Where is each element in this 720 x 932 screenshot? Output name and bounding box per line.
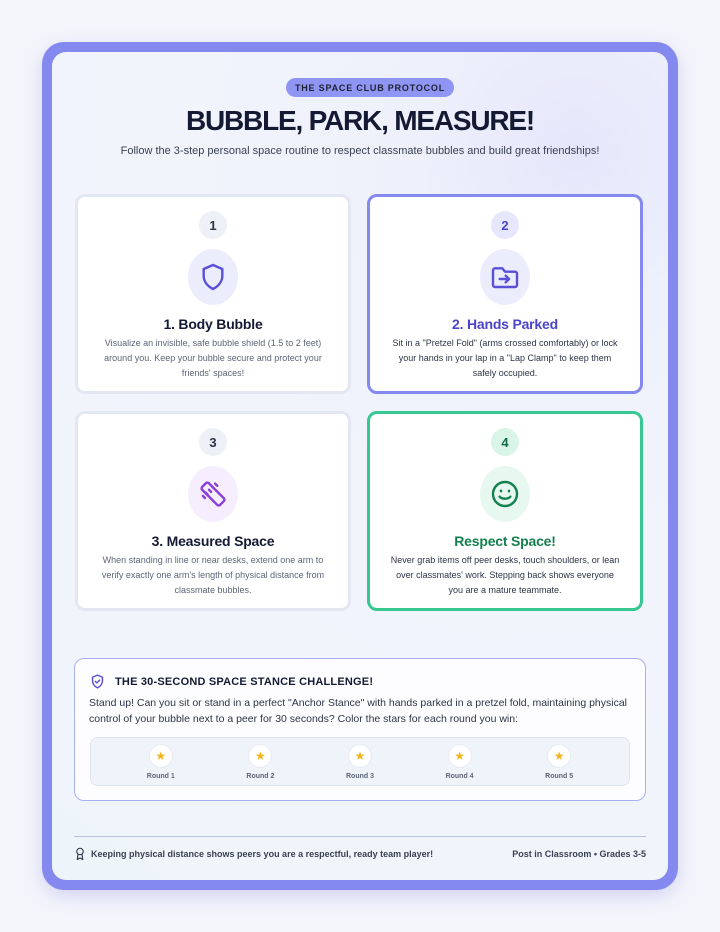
protocol-badge: THE SPACE CLUB PROTOCOL — [286, 78, 454, 97]
star-icon[interactable]: ★ — [348, 744, 372, 768]
star-icon[interactable]: ★ — [547, 744, 571, 768]
round-item[interactable] — [425, 744, 495, 780]
poster-frame — [42, 42, 678, 890]
page-subtitle: Follow the 3-step personal space routine to respect classmate bubbles and build great friendships! — [120, 145, 600, 157]
round-label: Round 2 — [246, 772, 275, 780]
ruler-icon — [188, 466, 238, 522]
star-icon[interactable]: ★ — [448, 744, 472, 768]
challenge-text: Stand up! Can you sit or stand in a perfect "Anchor Stance" with hands parked in a pretzel fold, maintaining physical control of your bubble next to a peer for 30 seconds? Color the stars for each round you win: — [89, 697, 628, 725]
round-label: Round 1 — [146, 772, 175, 780]
step-description: Sit in a "Pretzel Fold" (arms crossed comfortably) or lock your hands in your lap in a "Lap Clamp" to keep them safely occupied. — [392, 338, 618, 378]
round-item[interactable] — [325, 744, 395, 780]
step-number: 3 — [199, 428, 227, 456]
step-number: 2 — [491, 211, 519, 239]
round-label: Round 4 — [445, 772, 474, 780]
poster-sheet — [52, 52, 668, 880]
step-title: 3. Measured Space — [151, 533, 275, 549]
round-item[interactable] — [126, 744, 196, 780]
step-title: Respect Space! — [454, 533, 556, 549]
step-number: 4 — [491, 428, 519, 456]
step-card-measured-space — [75, 411, 351, 611]
step-title: 2. Hands Parked — [452, 316, 558, 332]
footer-left-text: Keeping physical distance shows peers you are a respectful, ready team player! — [91, 849, 434, 859]
round-item[interactable] — [524, 744, 594, 780]
step-title: 1. Body Bubble — [163, 316, 263, 332]
star-icon[interactable]: ★ — [248, 744, 272, 768]
step-card-respect-space — [367, 411, 643, 611]
shield-icon — [89, 673, 106, 690]
step-number: 1 — [199, 211, 227, 239]
folder-input-icon — [480, 249, 530, 305]
challenge-panel — [74, 658, 646, 801]
round-label: Round 3 — [345, 772, 374, 780]
round-item[interactable] — [225, 744, 295, 780]
step-card-body-bubble — [75, 194, 351, 394]
round-tracker — [90, 737, 630, 786]
step-description: Never grab items off peer desks, touch shoulders, or lean over classmates' work. Stepping back shows everyone you are a mature teammate. — [390, 555, 620, 595]
page-title: BUBBLE, PARK, MEASURE! — [186, 105, 534, 136]
footer-note — [74, 847, 433, 861]
award-icon — [74, 847, 86, 861]
step-description: Visualize an invisible, safe bubble shield (1.5 to 2 feet) around you. Keep your bubble secure and protect your friends' spaces! — [104, 338, 322, 378]
shield-icon — [188, 249, 238, 305]
step-card-hands-parked — [367, 194, 643, 394]
footer-right-text: Post in Classroom • Grades 3-5 — [512, 849, 646, 859]
challenge-header — [89, 673, 373, 690]
challenge-title: THE 30-SECOND SPACE STANCE CHALLENGE! — [115, 675, 374, 688]
step-description: When standing in line or near desks, extend one arm to verify exactly one arm's length of physical distance from classmate bubbles. — [101, 555, 325, 595]
footer-divider — [74, 836, 646, 837]
round-label: Round 5 — [545, 772, 574, 780]
star-icon[interactable]: ★ — [149, 744, 173, 768]
smile-icon — [480, 466, 530, 522]
